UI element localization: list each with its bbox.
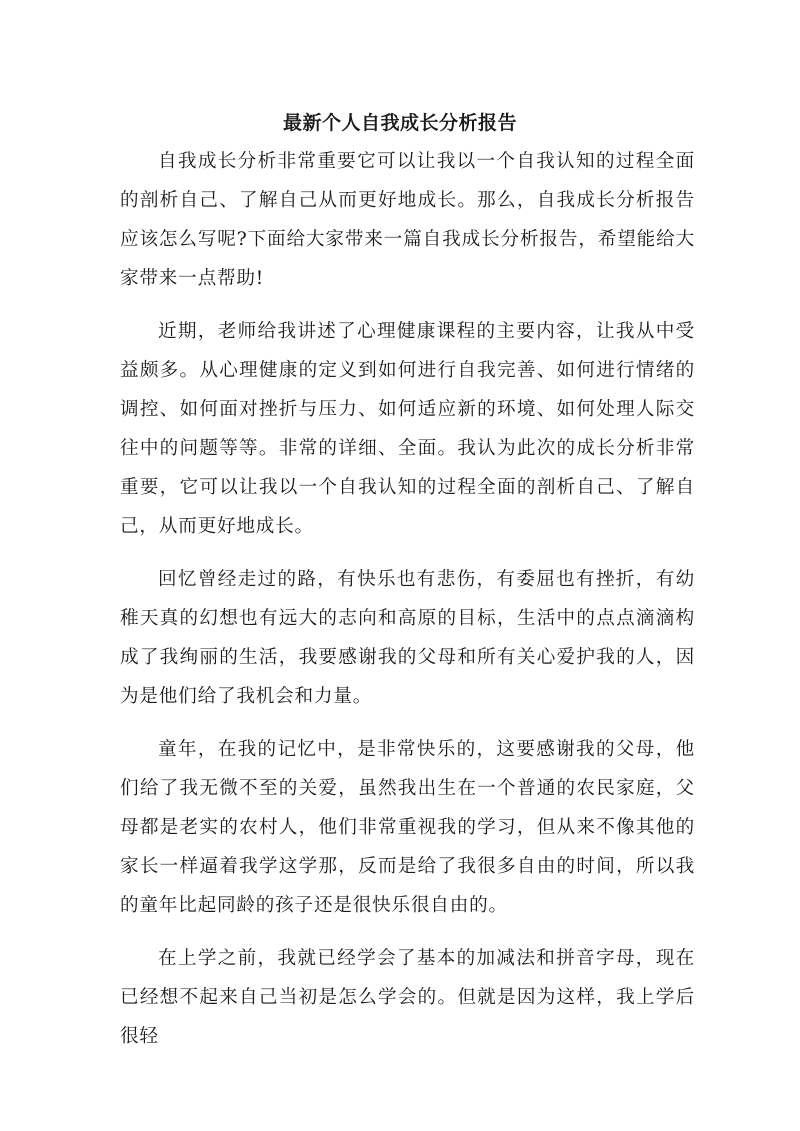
- page-title: 最新个人自我成长分析报告: [282, 112, 517, 134]
- paragraph: 童年，在我的记忆中，是非常快乐的，这要感谢我的父母，他们给了我无微不至的关爱，虽然我出生在一个普通的农民家庭，父母都是老实的农村人，他们非常重视我的学习，但从来不像其他的家长一样逼着我学这学那，反而是给了我很多自由的时间，所以我的童年比起同龄的孩子还是很快乐很自由的。: [120, 739, 695, 916]
- paragraph: 近期，老师给我讲述了心理健康课程的主要内容，让我从中受益颇多。从心理健康的定义到如何进行自我完善、如何进行情绪的调控、如何面对挫折与压力、如何适应新的环境、如何处理人际交往中的问题等等。非常的详细、全面。我认为此次的成长分析非常重要，它可以让我以一个自我认知的过程全面的剖析自己、了解自己，从而更好地成长。: [120, 321, 695, 537]
- paragraph: 在上学之前，我就已经学会了基本的加减法和拼音字母，现在已经想不起来自己当初是怎么学会的。但就是因为这样，我上学后很轻: [120, 948, 695, 1047]
- paragraph: 自我成长分析非常重要它可以让我以一个自我认知的过程全面的剖析自己、了解自己从而更好地成长。那么，自我成长分析报告应该怎么写呢?下面给大家带来一篇自我成长分析报告，希望能给大家带来一点帮助!: [120, 151, 695, 289]
- document-body: [120, 142, 695, 1070]
- paragraph: 回忆曾经走过的路，有快乐也有悲伤，有委屈也有挫折，有幼稚天真的幻想也有远大的志向和高原的目标，生活中的点点滴滴构成了我绚丽的生活，我要感谢我的父母和所有关心爱护我的人，因为是他们给了我机会和力量。: [120, 569, 695, 707]
